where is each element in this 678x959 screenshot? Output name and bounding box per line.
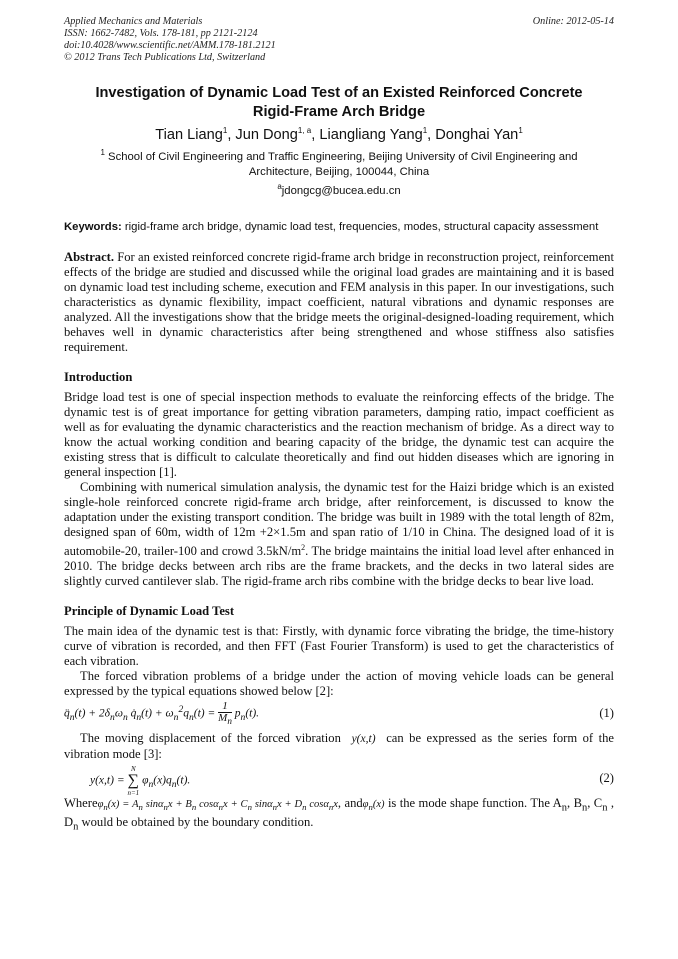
displacement-symbol: y(x,t) xyxy=(346,732,381,745)
doi-line[interactable]: doi:10.4028/www.scientific.net/AMM.178-181.2121 xyxy=(64,40,276,51)
author-sup: 1 xyxy=(518,126,523,136)
principle-paragraph-2: The forced vibration problems of a bridge under the action of moving vehicle loads can be general expressed by the typical equations showed below [2]: xyxy=(64,668,614,698)
online-date: Online: 2012-05-14 xyxy=(532,16,614,27)
author-name: Donghai Yan xyxy=(435,127,519,143)
equation-1-fraction: $\frac{1}{M_n}$ xyxy=(218,699,232,726)
p4-text-c: is the mode shape function. The xyxy=(387,795,550,810)
intro-p2-text-b: . The bridge maintains the initial load level after enhanced in 2010. The bridge decks between arch ribs are the frame brackets, and the decks in two lateral sides are slightly curved cantilever slab. The rigid-frame arch ribs combine with the bridge decks to bear live load. xyxy=(64,543,614,588)
journal-name: Applied Mechanics and Materials xyxy=(64,16,203,27)
email-address[interactable]: jdongcg@bucea.edu.cn xyxy=(281,185,401,197)
affiliation-sup: 1 xyxy=(100,148,105,158)
paper-title xyxy=(64,84,614,122)
author-list: Tian Liang$^1$, Jun Dong$^{1, a}$, Liangliang Yang$^1$, Donghai Yan$^1$ xyxy=(155,126,523,143)
keywords-label: Keywords: xyxy=(64,221,122,233)
p4-text-a: Where xyxy=(64,795,98,810)
equation-2 xyxy=(64,762,614,796)
equation-2-body: y(x,t) = N ∑ n=1 $\varphi_n(x)q_n(t)$. xyxy=(90,764,191,797)
section-heading-introduction: Introduction xyxy=(64,369,133,384)
keywords xyxy=(64,221,614,235)
summation-symbol: N ∑ n=1 xyxy=(127,764,140,797)
intro-p2-sup: 2 xyxy=(301,542,306,552)
email-sup: a xyxy=(277,182,282,192)
principle-paragraph-1: The main idea of the dynamic test is that: Firstly, with dynamic force vibrating the bridge, the time-history curve of vibration is recorded, and then FFT (Fast Fourier Transform) is used to get the characteristics of each vibration. xyxy=(64,623,614,668)
copyright-line: © 2012 Trans Tech Publications Ltd, Switzerland xyxy=(64,52,266,63)
abstract xyxy=(64,250,614,355)
author-name: Tian Liang xyxy=(155,127,223,143)
equation-1 xyxy=(64,699,614,731)
mode-shape-symbol: $\varphi_n(x)$ xyxy=(362,798,385,812)
author-name: Jun Dong xyxy=(235,127,298,143)
principle-paragraph-3 xyxy=(64,731,614,762)
author-name: Liangliang Yang xyxy=(319,127,423,143)
email xyxy=(64,184,614,199)
equation-2-number: (2) xyxy=(599,770,614,785)
title-line-1: Investigation of Dynamic Load Test of an Existed Reinforced Concrete xyxy=(95,85,583,101)
journal-header xyxy=(64,16,614,64)
equation-1-body: $q̈_n(t) + 2\delta_n\omega_n$ $q̇_n(t) + \omega_n^2q_n(t)$ = $\frac{1}{M_n}$ $p_n(t)$. xyxy=(64,699,260,726)
p4-text-b: , and xyxy=(337,795,363,810)
issn-line: ISSN: 1662-7482, Vols. 178-181, pp 2121-2124 xyxy=(64,28,258,39)
title-line-2: Rigid-Frame Arch Bridge xyxy=(252,104,426,120)
affiliation-line-1: School of Civil Engineering and Traffic Engineering, Beijing University of Civil Engineering and xyxy=(108,151,578,163)
p3-text-a: The moving displacement of the forced vibration xyxy=(80,730,341,745)
intro-paragraph-2 xyxy=(64,480,614,589)
mode-shape-expression: $\varphi_n(x) = A_n$ $\sin\alpha_nx + B_n$ $\cos\alpha_nx + C_n$ $\sin\alpha_nx + D_n$ cosα$_n$x xyxy=(97,798,338,812)
p4-text-d: would be obtained by the boundary condition. xyxy=(81,815,314,830)
principle-paragraph-4: Whereφ$_n$(x) = $A_n$ $\sin\alpha_nx + B_n$ $\cos\alpha_nx + C_n$ $\sin\alpha_nx + D_n$ cosα$_n$x, andφ$_n$(x) is the mode shape function. The $A_n$, $B_n$, $C_n$ , $D_n$ would be obtained by the boundary condition. xyxy=(64,795,615,833)
author-sup: 1 xyxy=(222,126,228,136)
paper-page xyxy=(64,16,614,835)
abstract-text: For an existed reinforced concrete rigid-frame arch bridge in reconstruction project, reinforcement effects of the bridge are studied and discussed while the original load grades are maintaining and it is based on dynamic load test including scheme, execution and FEM analysis in this paper. In our investigations, such characteristics as dynamic flexibility, impact coefficient, natural vibrations and dynamic responses are analyzed. All the investigations show that the bridge meets the original-designed-loading requirement, which behaves well in dynamic characteristics after being strengthened and whose stiffness also satisfies requirement. xyxy=(64,249,614,354)
author-sup: 1, a xyxy=(297,126,312,136)
equation-1-number: (1) xyxy=(599,705,614,720)
intro-p2-text-a: Combining with numerical simulation analysis, the dynamic test for the Haizi bridge which is an existed single-hole reinforced concrete rigid-frame arch bridge, after reinforcement, is discussed to know the adaptation under the existing transport condition. The bridge was built in 1989 with the total length of 82m, designed span of 60m, width of 12m +2×1.5m and span ratio of 1/10 in China. The designed load of it is automobile-20, trailer-100 and crowd 3.5kN/m xyxy=(64,479,614,558)
p3-text-b: can be expressed as the series form of the vibration mode [3]: xyxy=(64,730,614,761)
author-sup: 1 xyxy=(422,126,428,136)
affiliation xyxy=(64,150,614,180)
keywords-text: rigid-frame arch bridge, dynamic load test, frequencies, modes, structural capacity assessment xyxy=(124,221,599,233)
affiliation-line-2: Architecture, Beijing, 100044, China xyxy=(248,166,430,178)
intro-paragraph-1: Bridge load test is one of special inspection methods to evaluate the reinforcing effects of the bridge. The dynamic test is of great importance for getting vibration parameters, damping ratio, impact coefficient as well as for evaluating the dynamic characteristics and the reaction mechanism of bridge. As a direct way to know the actual working condition and bearing capacity of the bridge, the dynamic test can acquire the existing stress that is difficult to calculate theoretically and find out hidden diseases which are ignoring in general inspection [1]. xyxy=(64,389,614,479)
section-heading-principle: Principle of Dynamic Load Test xyxy=(64,603,235,618)
abstract-label: Abstract. xyxy=(64,249,115,264)
